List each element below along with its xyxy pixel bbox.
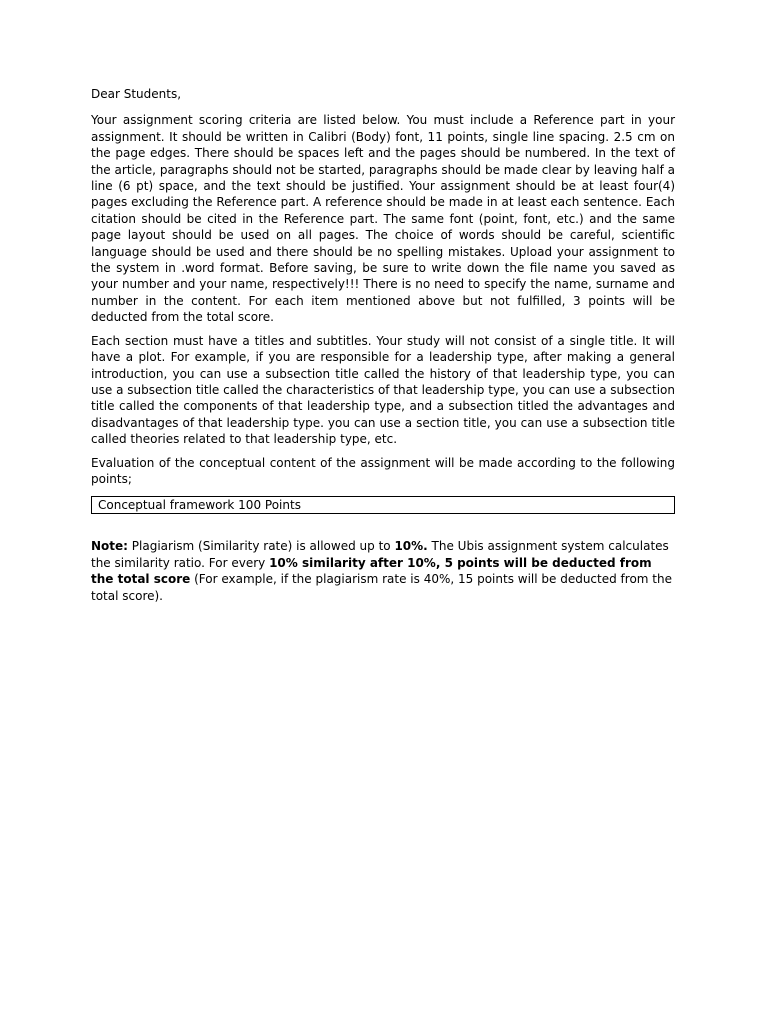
note-text-1: Plagiarism (Similarity rate) is allowed up to: [127, 539, 395, 554]
document-body: [91, 86, 675, 604]
note-text-2: The Ubis assignment system calculates the similarity ratio. For every: [91, 539, 669, 570]
note-bold-2: 10% similarity after 10%, 5 points will be deducted from the total score: [91, 555, 652, 587]
conceptual-framework-box: Conceptual framework 100 Points: [91, 496, 675, 514]
paragraph-evaluation: Evaluation of the conceptual content of the assignment will be made according to the following points;: [91, 455, 675, 486]
paragraph-scoring-criteria: Your assignment scoring criteria are listed below. You must include a Reference part in your assignment. It should be written in Calibri (Body) font, 11 points, single line spacing. 2.5 cm on the page edges. There should be spaces left and the pages should be numbered. In the text of the article, paragraphs should not be started, paragraphs should be made clear by leaving half a line (6 pt) space, and the text should be justified. Your assignment should be at least four(4) pages excluding the Reference part. A reference should be made in at least each sentence. Each citation should be cited in the Reference part. The same font (point, font, etc.) and the same page layout should be used on all pages. The choice of words should be careful, scientific language should be used and there should be no spelling mistakes. Upload your assignment to the system in .word format. Before saving, be sure to write down the file name you saved as your number and your name, respectively!!! There is no need to specify the name, surname and number in the content. For each item mentioned above but not fulfilled, 3 points will be deducted from the total score.: [91, 113, 675, 325]
note-label: Note:: [91, 539, 128, 554]
plagiarism-note: [91, 538, 675, 604]
greeting: Dear Students,: [91, 87, 182, 101]
paragraph-sections: Each section must have a titles and subtitles. Your study will not consist of a single title. It will have a plot. For example, if you are responsible for a leadership type, after making a general introduction, you can use a subsection title called the history of that leadership type, you can use a subsection title called the characteristics of that leadership type, you can use a subsection title called the components of that leadership type, and a subsection titled the advantages and disadvantages of that leadership type. you can use a section title, you can use a subsection title called theories related to that leadership type, etc.: [91, 333, 675, 447]
note-text-3: (For example, if the plagiarism rate is 40%, 15 points will be deducted from the total score).: [91, 572, 672, 603]
note-bold-1: 10%.: [394, 539, 428, 554]
